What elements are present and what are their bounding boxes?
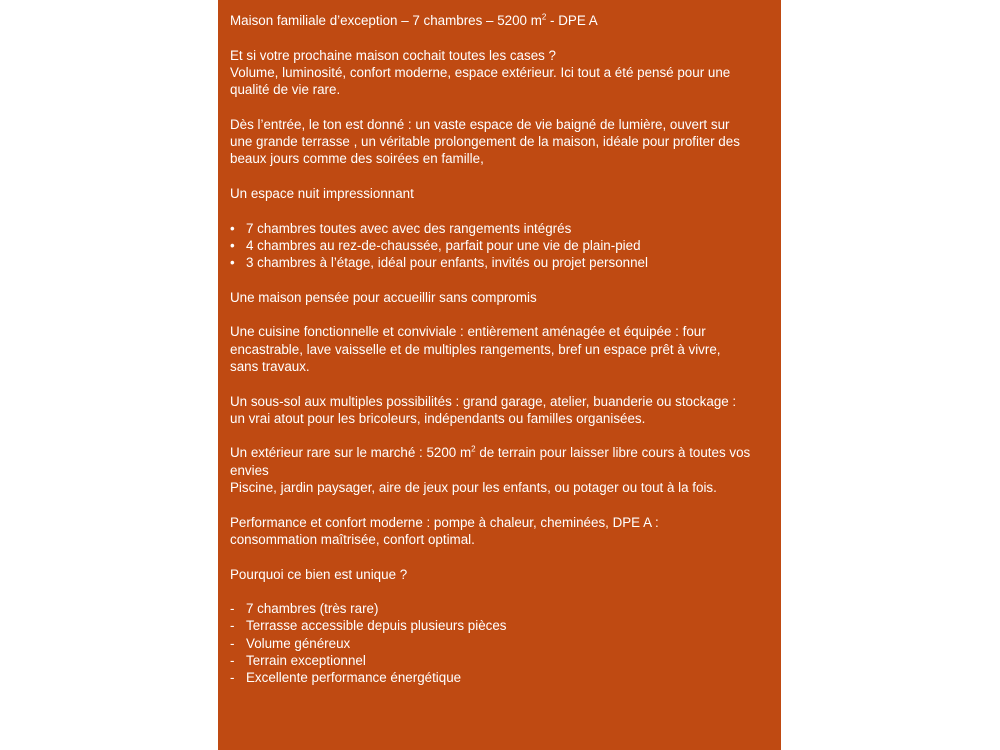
list-item: - Terrasse accessible depuis plusieurs pièces (230, 618, 507, 634)
unique-points-list (230, 600, 771, 686)
unique-heading: Pourquoi ce bien est unique ? (230, 566, 408, 582)
night-space-heading: Un espace nuit impressionnant (230, 185, 414, 201)
dash-icon: - (230, 601, 235, 617)
entry-line: beaux jours comme des soirées en famille, (230, 151, 484, 167)
entry-line: une grande terrasse , un véritable prolongement de la maison, idéale pour profiter des (230, 134, 740, 150)
intro-line: Et si votre prochaine maison cochait toutes les cases ? (230, 47, 557, 63)
list-item: - Excellente performance énergétique (230, 670, 462, 686)
listing-title: Maison familiale d’exception – 7 chambres – 5200 $m^2$ - DPE A (230, 12, 598, 28)
dash-icon: - (230, 670, 235, 686)
entry-line: Dès l’entrée, le ton est donné : un vaste espace de vie baigné de lumière, ouvert sur (230, 116, 730, 132)
list-item: • 7 chambres toutes avec avec des rangements intégrés (230, 220, 572, 236)
dash-icon: - (230, 652, 235, 668)
kitchen-line: sans travaux. (230, 358, 310, 374)
listing-description-page (218, 0, 781, 750)
exterior-line: Piscine, jardin paysager, aire de jeux pour les enfants, ou potager ou tout à la fois. (230, 480, 717, 496)
list-item: - 7 chambres (très rare) (230, 601, 379, 617)
exterior-line: Un extérieur rare sur le marché : 5200 $m^2$ de terrain pour laisser libre cours à toutes vos (230, 444, 751, 461)
bedrooms-list (230, 220, 771, 272)
list-item: - Volume généreux (230, 635, 351, 651)
list-item: • 4 chambres au rez-de-chaussée, parfait pour une vie de plain-pied (230, 237, 641, 253)
intro-line: qualité de vie rare. (230, 82, 341, 98)
performance-line: consommation maîtrisée, confort optimal. (230, 531, 475, 547)
kitchen-line: Une cuisine fonctionnelle et conviviale : entièrement aménagée et équipée : four (230, 324, 706, 340)
bullet-icon: • (230, 255, 235, 271)
dash-icon: - (230, 635, 235, 651)
basement-line: Un sous-sol aux multiples possibilités : grand garage, atelier, buanderie ou stockage : (230, 393, 737, 409)
house-heading: Une maison pensée pour accueillir sans compromis (230, 289, 537, 305)
list-item: - Terrain exceptionnel (230, 652, 366, 668)
basement-line: un vrai atout pour les bricoleurs, indépendants ou familles organisées. (230, 410, 646, 426)
dash-icon: - (230, 618, 235, 634)
performance-line: Performance et confort moderne : pompe à chaleur, cheminées, DPE A : (230, 514, 659, 530)
bullet-icon: • (230, 237, 235, 253)
list-item: • 3 chambres à l’étage, idéal pour enfants, invités ou projet personnel (230, 255, 648, 271)
bullet-icon: • (230, 220, 235, 236)
kitchen-line: encastrable, lave vaisselle et de multiples rangements, bref un espace prêt à vivre, (230, 341, 721, 357)
intro-line: Volume, luminosité, confort moderne, espace extérieur. Ici tout a été pensé pour une (230, 64, 731, 80)
exterior-line: envies (230, 462, 269, 478)
